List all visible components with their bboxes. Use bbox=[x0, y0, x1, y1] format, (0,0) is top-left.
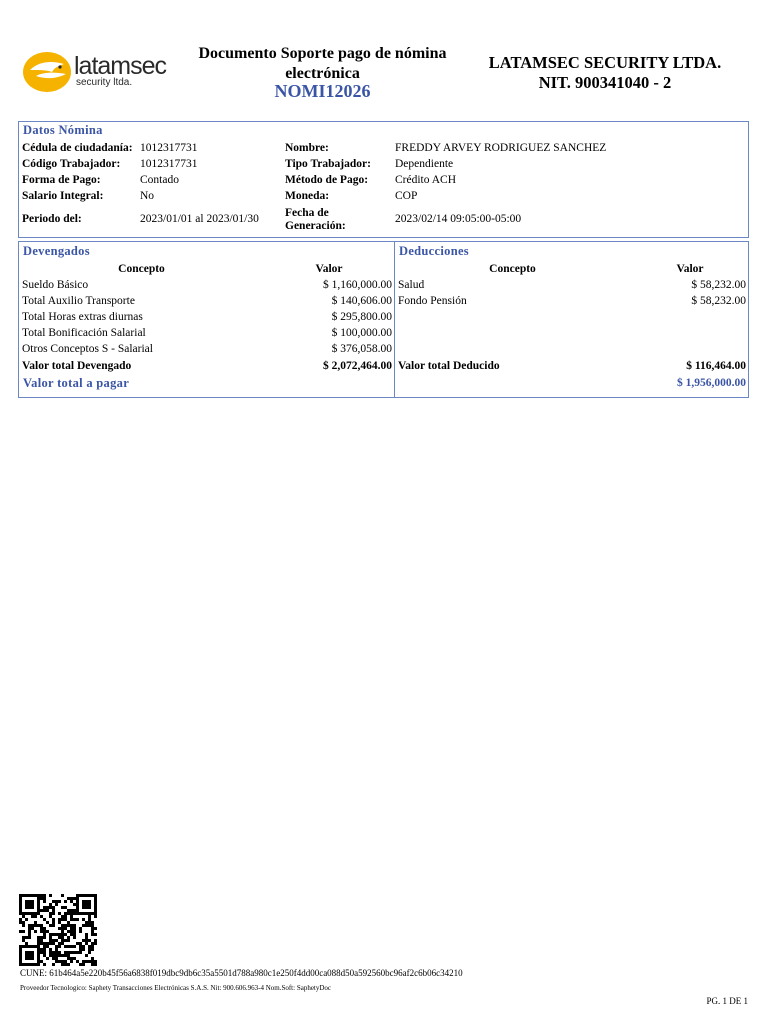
devengados-section bbox=[18, 241, 395, 398]
deduccion-concepto: Salud bbox=[398, 279, 425, 291]
eagle-logo-icon bbox=[22, 50, 74, 94]
tipo-trabajador-value: Dependiente bbox=[395, 158, 454, 170]
devengado-valor: $ 100,000.00 bbox=[331, 327, 392, 339]
devengado-valor: $ 376,058.00 bbox=[331, 343, 392, 355]
devengado-concepto: Sueldo Básico bbox=[22, 279, 89, 291]
total-deducido-value: $ 116,464.00 bbox=[686, 360, 746, 372]
total-devengado-label: Valor total Devengado bbox=[22, 360, 132, 372]
fecha-generacion-label-line2: Generación: bbox=[285, 220, 346, 232]
salario-integral-value: No bbox=[140, 190, 155, 202]
cedula-label: Cédula de ciudadanía: bbox=[22, 142, 133, 154]
datos-nomina-section bbox=[18, 121, 749, 238]
devengados-title: Devengados bbox=[23, 244, 90, 258]
moneda-label: Moneda: bbox=[285, 190, 330, 202]
deduccion-valor: $ 58,232.00 bbox=[691, 279, 746, 291]
document-title: Documento Soporte pago de nómina electrónica bbox=[198, 45, 447, 82]
devengado-valor: $ 1,160,000.00 bbox=[323, 279, 392, 291]
deduccion-valor: $ 58,232.00 bbox=[691, 295, 746, 307]
page-number: PG. 1 DE 1 bbox=[706, 996, 748, 1006]
devengados-concepto-header: Concepto bbox=[118, 263, 165, 275]
devengado-valor: $ 295,800.00 bbox=[331, 311, 392, 323]
periodo-label: Periodo del: bbox=[22, 213, 82, 225]
total-pagar-label: Valor total a pagar bbox=[23, 376, 130, 390]
devengado-concepto: Otros Conceptos S - Salarial bbox=[22, 343, 153, 355]
nombre-label: Nombre: bbox=[285, 142, 329, 154]
moneda-value: COP bbox=[395, 190, 418, 202]
logo-wordmark: latamsec bbox=[74, 52, 167, 80]
metodo-pago-label: Método de Pago: bbox=[285, 174, 369, 186]
logo-subtitle: security ltda. bbox=[76, 77, 133, 88]
total-devengado-value: $ 2,072,464.00 bbox=[323, 360, 392, 372]
devengados-valor-header: Valor bbox=[315, 263, 343, 275]
devengado-concepto: Total Horas extras diurnas bbox=[22, 311, 143, 323]
company-logo bbox=[22, 50, 182, 94]
metodo-pago-value: Crédito ACH bbox=[395, 174, 457, 186]
total-pagar-value: $ 1,956,000.00 bbox=[677, 377, 746, 389]
company-name: LATAMSEC SECURITY LTDA. bbox=[488, 53, 722, 72]
fecha-generacion-value: 2023/02/14 09:05:00-05:00 bbox=[395, 213, 522, 225]
forma-pago-value: Contado bbox=[140, 174, 179, 186]
salario-integral-label: Salario Integral: bbox=[22, 190, 104, 202]
document-number: NOMI12026 bbox=[274, 81, 371, 101]
total-deducido-label: Valor total Deducido bbox=[398, 360, 500, 372]
fecha-generacion-label-line1: Fecha de bbox=[285, 207, 329, 219]
tipo-trabajador-label: Tipo Trabajador: bbox=[285, 158, 371, 170]
datos-nomina-title: Datos Nómina bbox=[23, 123, 103, 137]
company-nit: NIT. 900341040 - 2 bbox=[538, 73, 672, 92]
cune-code: CUNE: 61b464a5e220b45f56a6838f019dbc9db6c35a5501d788a980c1e250f4dd00ca088d50a592560bc96af2c6b06c34210 bbox=[20, 968, 463, 978]
deducciones-concepto-header: Concepto bbox=[489, 263, 536, 275]
deduccion-concepto: Fondo Pensión bbox=[398, 295, 467, 307]
company-info bbox=[470, 53, 740, 93]
deducciones-title: Deducciones bbox=[399, 244, 469, 258]
qr-code-icon bbox=[19, 894, 97, 966]
forma-pago-label: Forma de Pago: bbox=[22, 174, 101, 186]
technology-provider: Proveedor Tecnologico: Saphety Transacciones Electrónicas S.A.S. Nit: 900.606.963-4 Nom.Soft: SaphetyDoc bbox=[20, 984, 332, 992]
codigo-trabajador-value: 1012317731 bbox=[140, 158, 198, 170]
devengado-valor: $ 140,606.00 bbox=[331, 295, 392, 307]
codigo-trabajador-label: Código Trabajador: bbox=[22, 158, 121, 170]
devengado-concepto: Total Bonificación Salarial bbox=[22, 327, 146, 339]
deducciones-section bbox=[394, 241, 749, 398]
cedula-value: 1012317731 bbox=[140, 142, 198, 154]
deducciones-valor-header: Valor bbox=[676, 263, 704, 275]
devengado-concepto: Total Auxilio Transporte bbox=[22, 295, 135, 307]
periodo-value: 2023/01/01 al 2023/01/30 bbox=[140, 213, 259, 225]
nombre-value: FREDDY ARVEY RODRIGUEZ SANCHEZ bbox=[395, 142, 607, 154]
